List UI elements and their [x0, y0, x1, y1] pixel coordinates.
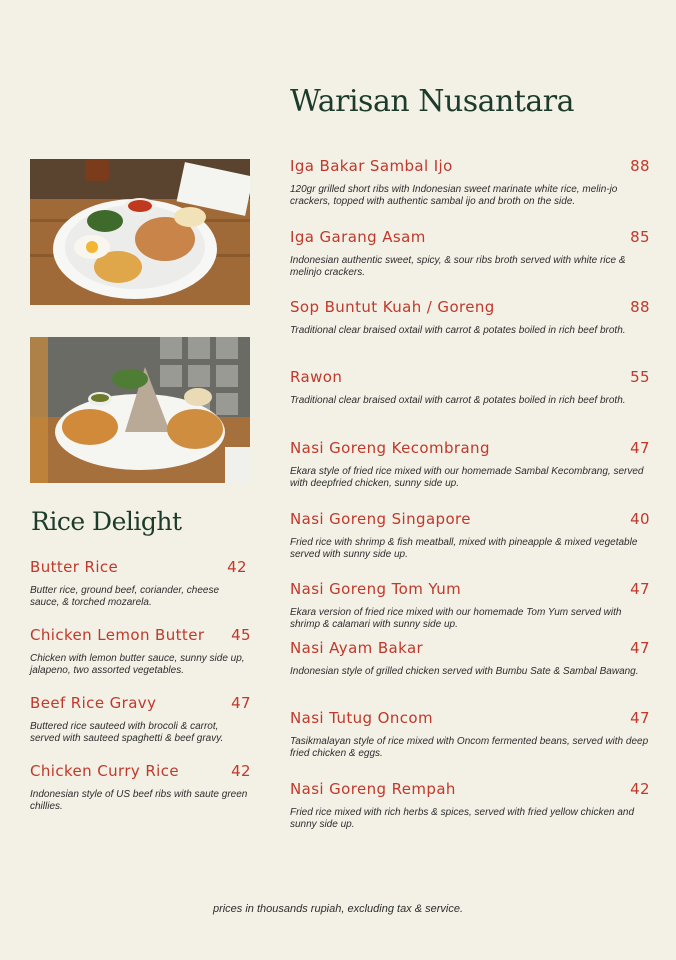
item-name: Chicken Curry Rice — [30, 762, 180, 780]
item-description: Chicken with lemon butter sauce, sunny side up, jalapeno, two assorted vegetables. — [30, 653, 245, 676]
item-price: 47 — [630, 439, 650, 457]
item-description: Traditional clear braised oxtail with carrot & potates boiled in rich beef broth. — [290, 395, 626, 406]
item-name: Nasi Tutug Oncom — [290, 709, 433, 727]
menu-item — [30, 694, 251, 745]
section-title-rice-delight: Rice Delight — [31, 507, 182, 536]
item-name: Beef Rice Gravy — [30, 694, 157, 712]
item-price: 47 — [630, 580, 650, 598]
menu-item — [30, 558, 251, 609]
item-description: Buttered rice sauteed with brocoli & carrot, served with sauteed spaghetti & beef gravy. — [30, 721, 224, 744]
item-name: Nasi Goreng Rempah — [290, 780, 456, 798]
item-name: Nasi Goreng Singapore — [290, 510, 471, 528]
item-price: 40 — [630, 510, 650, 528]
item-name: Nasi Goreng Kecombrang — [290, 439, 490, 457]
item-description: Tasikmalayan style of rice mixed with Oncom fermented beans, served with deep fried chicken & eggs. — [290, 736, 649, 759]
item-price: 55 — [630, 368, 650, 386]
item-price: 45 — [231, 626, 251, 644]
menu-item — [290, 580, 650, 631]
item-description: Indonesian style of US beef ribs with saute green chillies. — [30, 789, 248, 812]
food-photo-rice-chicken — [30, 337, 250, 483]
item-description: Indonesian style of grilled chicken served with Bumbu Sate & Sambal Bawang. — [290, 666, 639, 677]
item-description: Fried rice with shrimp & fish meatball, mixed with pineapple & mixed vegetable served with sunny side up. — [290, 537, 638, 560]
item-description: Traditional clear braised oxtail with carrot & potates boiled in rich beef broth. — [290, 325, 626, 336]
item-name: Sop Buntut Kuah / Goreng — [290, 298, 495, 316]
item-price: 88 — [630, 157, 650, 175]
menu-item — [290, 157, 650, 208]
menu-item — [290, 298, 650, 337]
menu-item — [290, 439, 650, 490]
item-name: Nasi Ayam Bakar — [290, 639, 424, 657]
item-price: 47 — [630, 709, 650, 727]
item-name: Iga Bakar Sambal Ijo — [290, 157, 453, 175]
price-footnote: prices in thousands rupiah, excluding tax & service. — [212, 903, 464, 915]
item-price: 42 — [630, 780, 650, 798]
item-name: Iga Garang Asam — [290, 228, 426, 246]
food-photo-fried-rice — [30, 159, 250, 305]
menu-item — [290, 510, 650, 561]
item-price: 85 — [630, 228, 650, 246]
item-name: Nasi Goreng Tom Yum — [290, 580, 462, 598]
item-description: Butter rice, ground beef, coriander, cheese sauce, & torched mozarela. — [30, 585, 220, 608]
menu-item — [290, 780, 650, 831]
menu-item — [30, 762, 251, 813]
menu-item — [290, 368, 650, 407]
item-description: Ekara version of fried rice mixed with our homemade Tom Yum served with shrimp & calamari with sunny side up. — [290, 607, 622, 630]
item-name: Butter Rice — [30, 558, 119, 576]
item-description: Fried rice mixed with rich herbs & spices, served with fried yellow chicken and sunny side up. — [290, 807, 635, 830]
menu-item — [290, 228, 650, 279]
menu-item — [30, 626, 251, 677]
menu-item — [290, 709, 650, 760]
item-description: Indonesian authentic sweet, spicy, & sour ribs broth served with white rice & melinjo crackers. — [290, 255, 626, 278]
item-price: 88 — [630, 298, 650, 316]
item-name: Rawon — [290, 368, 343, 386]
item-price: 42 — [227, 558, 247, 576]
item-description: Ekara style of fried rice mixed with our homemade Sambal Kecombrang, served with deepfried chicken, sunny side up. — [290, 466, 644, 489]
section-title-warisan-nusantara: Warisan Nusantara — [290, 84, 575, 119]
item-description: 120gr grilled short ribs with Indonesian sweet marinate white rice, melin-jo crackers, topped with authentic sambal ijo and broth on the side. — [290, 184, 618, 207]
item-name: Chicken Lemon Butter — [30, 626, 205, 644]
menu-item — [290, 639, 650, 678]
item-price: 47 — [630, 639, 650, 657]
item-price: 42 — [231, 762, 251, 780]
item-price: 47 — [231, 694, 251, 712]
